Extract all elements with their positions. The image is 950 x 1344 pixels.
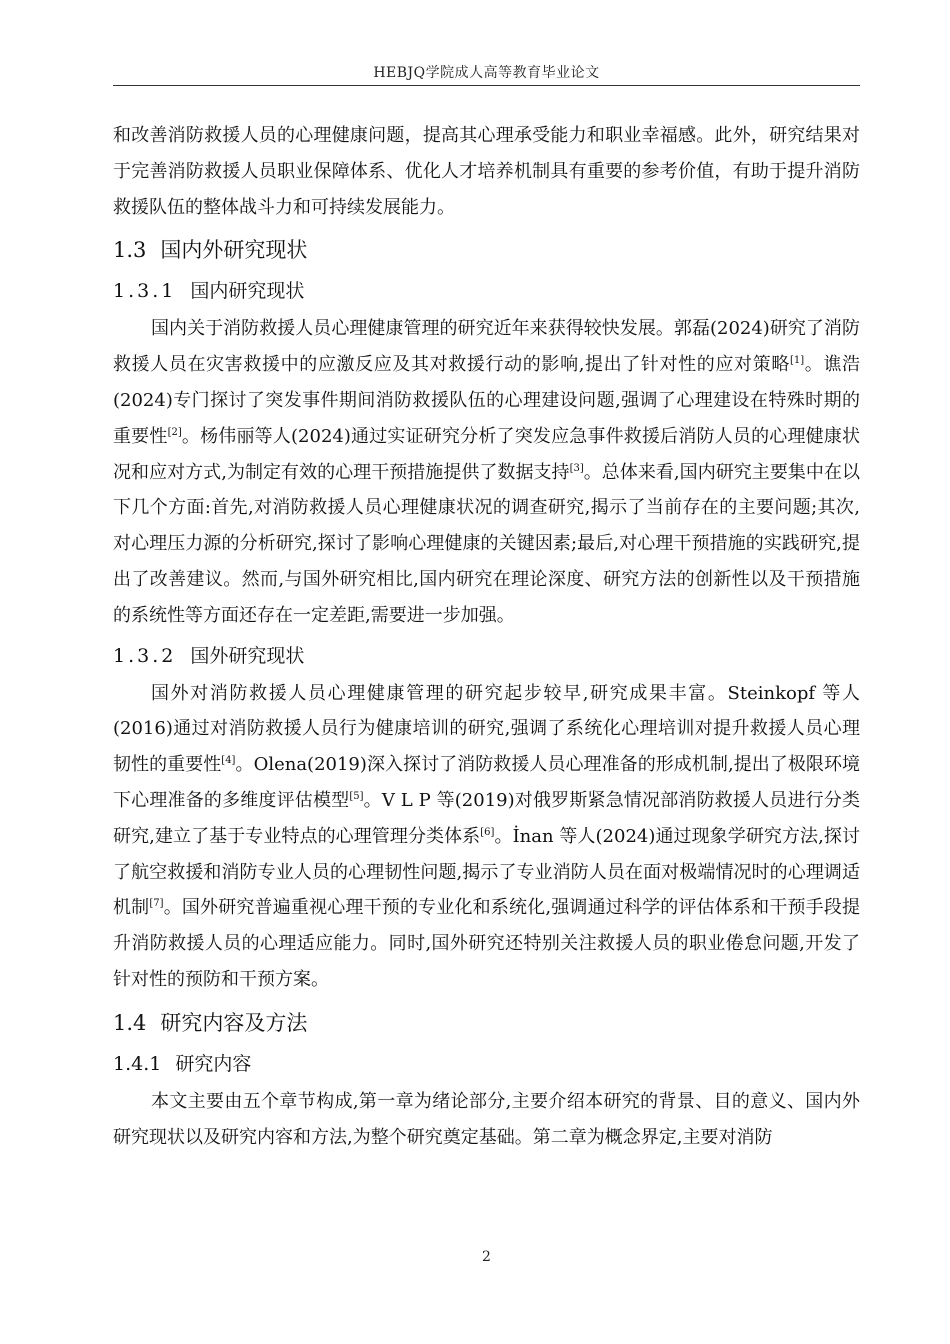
section-number: 1.4 (113, 1010, 147, 1035)
text-run: 。国外研究普遍重视心理干预的专业化和系统化,强调通过科学的评估体系和干预手段提升消防救援人员的心理适应能力。同时,国外研究还特别关注救援人员的职业倦怠问题,开发了针对性的预防和干预方案。 (113, 897, 861, 990)
section-number: 1.3.1 (113, 280, 177, 303)
section-heading-1-3 (113, 237, 860, 263)
section-heading-1-3-1 (113, 279, 860, 303)
section-number: 1.3 (113, 238, 147, 263)
citation-ref: [4] (221, 755, 236, 767)
section-title: 国内外研究现状 (160, 238, 308, 263)
domestic-research-paragraph (113, 311, 860, 633)
text-run: 国内关于消防救援人员心理健康管理的研究近年来获得较快发展。郭磊(2024)研究了消防救援人员在灾害救援中的应激反应及其对救援行动的影响,提出了针对性的应对策略 (113, 318, 860, 376)
intro-paragraph: 和改善消防救援人员的心理健康问题，提高其心理承受能力和职业幸福感。此外，研究结果对于完善消防救援人员职业保障体系、优化人才培养机制具有重要的参考价值，有助于提升消防救援队伍的整体战斗力和可持续发展能力。 (113, 125, 860, 218)
research-content-paragraph: 本文主要由五个章节构成,第一章为绪论部分,主要介绍本研究的背景、目的意义、国内外研究现状以及研究内容和方法,为整个研究奠定基础。第二章为概念界定,主要对消防 (113, 1090, 860, 1148)
citation-ref: [3] (569, 462, 584, 474)
citation-ref: [2] (167, 426, 182, 438)
citation-ref: [1] (789, 355, 805, 367)
text-run: 国外对消防救援人员心理健康管理的研究起步较早,研究成果丰富。Steinkopf 等人(2016)通过对消防救援人员行为健康培训的研究,强调了系统化心理培训对提升救援人员心理韧性的重要性 (113, 682, 860, 776)
section-title: 国外研究现状 (190, 644, 305, 667)
page-number: 2 (482, 1249, 491, 1265)
section-title: 研究内容及方法 (160, 1010, 308, 1035)
section-number: 1.3.2 (113, 644, 177, 667)
section-heading-1-4 (113, 1010, 860, 1036)
document-body (113, 118, 860, 1155)
text-run: 。İnan 等人(2024)通过现象学研究方法,探讨了航空救援和消防专业人员的心理韧性问题,揭示了专业消防人员在面对极端情况时的心理调适机制 (113, 825, 860, 919)
text-run: 。谯浩(2024)专门探讨了突发事件期间消防救援队伍的心理建设问题,强调了心理建设在特殊时期的重要性 (113, 354, 861, 447)
section-number: 1.4.1 (113, 1052, 162, 1075)
citation-ref: [5] (349, 790, 364, 802)
foreign-research-paragraph (113, 676, 860, 998)
text-run: 。杨伟丽等人(2024)通过实证研究分析了突发应急事件救援后消防人员的心理健康状况和应对方式,为制定有效的心理干预措施提供了数据支持 (113, 425, 861, 483)
header-divider (113, 85, 860, 86)
citation-ref: [7] (149, 898, 164, 910)
citation-ref: [6] (480, 826, 495, 838)
text-run: 。V L P 等(2019)对俄罗斯紧急情况部消防救援人员进行分类研究,建立了基于专业特点的心理管理分类体系 (113, 789, 860, 847)
section-heading-1-3-2 (113, 644, 860, 668)
running-header: HEBJQ学院成人高等教育毕业论文 (373, 65, 600, 81)
section-title: 研究内容 (175, 1052, 252, 1075)
section-title: 国内研究现状 (190, 280, 305, 303)
section-heading-1-4-1 (113, 1052, 860, 1076)
text-run: 。总体来看,国内研究主要集中在以下几个方面:首先,对消防救援人员心理健康状况的调查研究,揭示了当前存在的主要问题;其次,对心理压力源的分析研究,探讨了影响心理健康的关键因素;最后,对心理干预措施的实践研究,提出了改善建议。然而,与国外研究相比,国内研究在理论深度、研究方法的创新性以及干预措施的系统性等方面还存在一定差距,需要进一步加强。 (113, 461, 860, 626)
text-run: 。Olena(2019)深入探讨了消防救援人员心理准备的形成机制,提出了极限环境下心理准备的多维度评估模型 (113, 754, 861, 811)
